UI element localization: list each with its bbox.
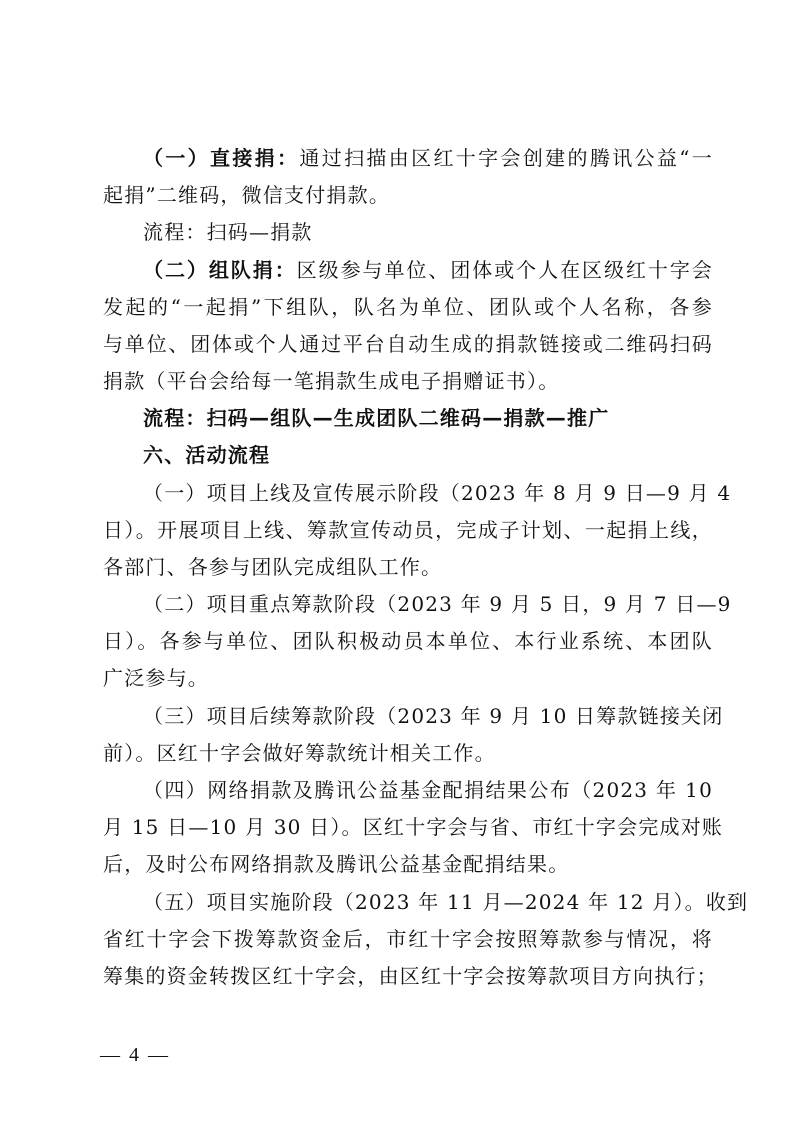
stage-2-line-3: 广泛参与。 [103,666,209,690]
direct-donation-line-1 [143,146,713,170]
stage-4-line-1: （四）网络捐款及腾讯公益基金配捐结果公布（2023 年 10 [143,778,713,802]
section-title: 六、活动流程 [143,443,271,467]
stage-1-line-3: 各部门、各参与团队完成组队工作。 [103,555,443,579]
stage-5-line-1: （五）项目实施阶段（2023 年 11 月—2024 年 12 月）。收到 [143,890,749,914]
stage-1-line-2: 日）。开展项目上线、筹款宣传动员，完成子计划、一起捐上线， [103,518,713,542]
team-donation-line-1 [143,258,713,282]
team-donation-text: 区级参与单位、团体或个人在区级红十字会 [296,258,713,282]
stage-4-line-3: 后，及时公布网络捐款及腾讯公益基金配捐结果。 [103,852,570,876]
stage-4-line-2: 月 15 日—10 月 30 日）。区红十字会与省、市红十字会完成对账 [103,815,724,839]
direct-donation-heading: （一）直接捐： [143,146,300,170]
stage-2-line-2: 日）。各参与单位、团队积极动员本单位、本行业系统、本团队 [103,629,713,653]
team-donation-line-2: 发起的“一起捐”下组队，队名为单位、团队或个人名称，各参 [103,295,713,319]
direct-donation-text: 通过扫描由区红十字会创建的腾讯公益“一 [299,146,713,170]
team-donation-line-4: 捐款（平台会给每一笔捐款生成电子捐赠证书）。 [103,369,560,393]
stage-2-line-1: （二）项目重点筹款阶段（2023 年 9 月 5 日，9 月 7 日—9 [143,592,732,616]
stage-3-line-2: 前）。区红十字会做好筹款统计相关工作。 [103,741,496,765]
team-donation-flow: 流程：扫码—组队—生成团队二维码—捐款—推广 [143,406,610,430]
team-donation-line-3: 与单位、团体或个人通过平台自动生成的捐款链接或二维码扫码 [103,332,713,356]
stage-5-line-2: 省红十字会下拨筹款资金后，市红十字会按照筹款参与情况，将 [103,927,713,951]
direct-donation-flow: 流程：扫码—捐款 [143,220,313,244]
stage-3-line-1: （三）项目后续筹款阶段（2023 年 9 月 10 日筹款链接关闭 [143,704,724,728]
page-number: — 4 — [100,1044,170,1066]
stage-1-line-1: （一）项目上线及宣传展示阶段（2023 年 8 月 9 日—9 月 4 [143,481,732,505]
stage-5-line-3: 筹集的资金转拨区红十字会，由区红十字会按筹款项目方向执行； [103,964,718,988]
team-donation-heading: （二）组队捐： [143,258,297,282]
direct-donation-line-2: 起捐”二维码，微信支付捐款。 [103,183,391,207]
